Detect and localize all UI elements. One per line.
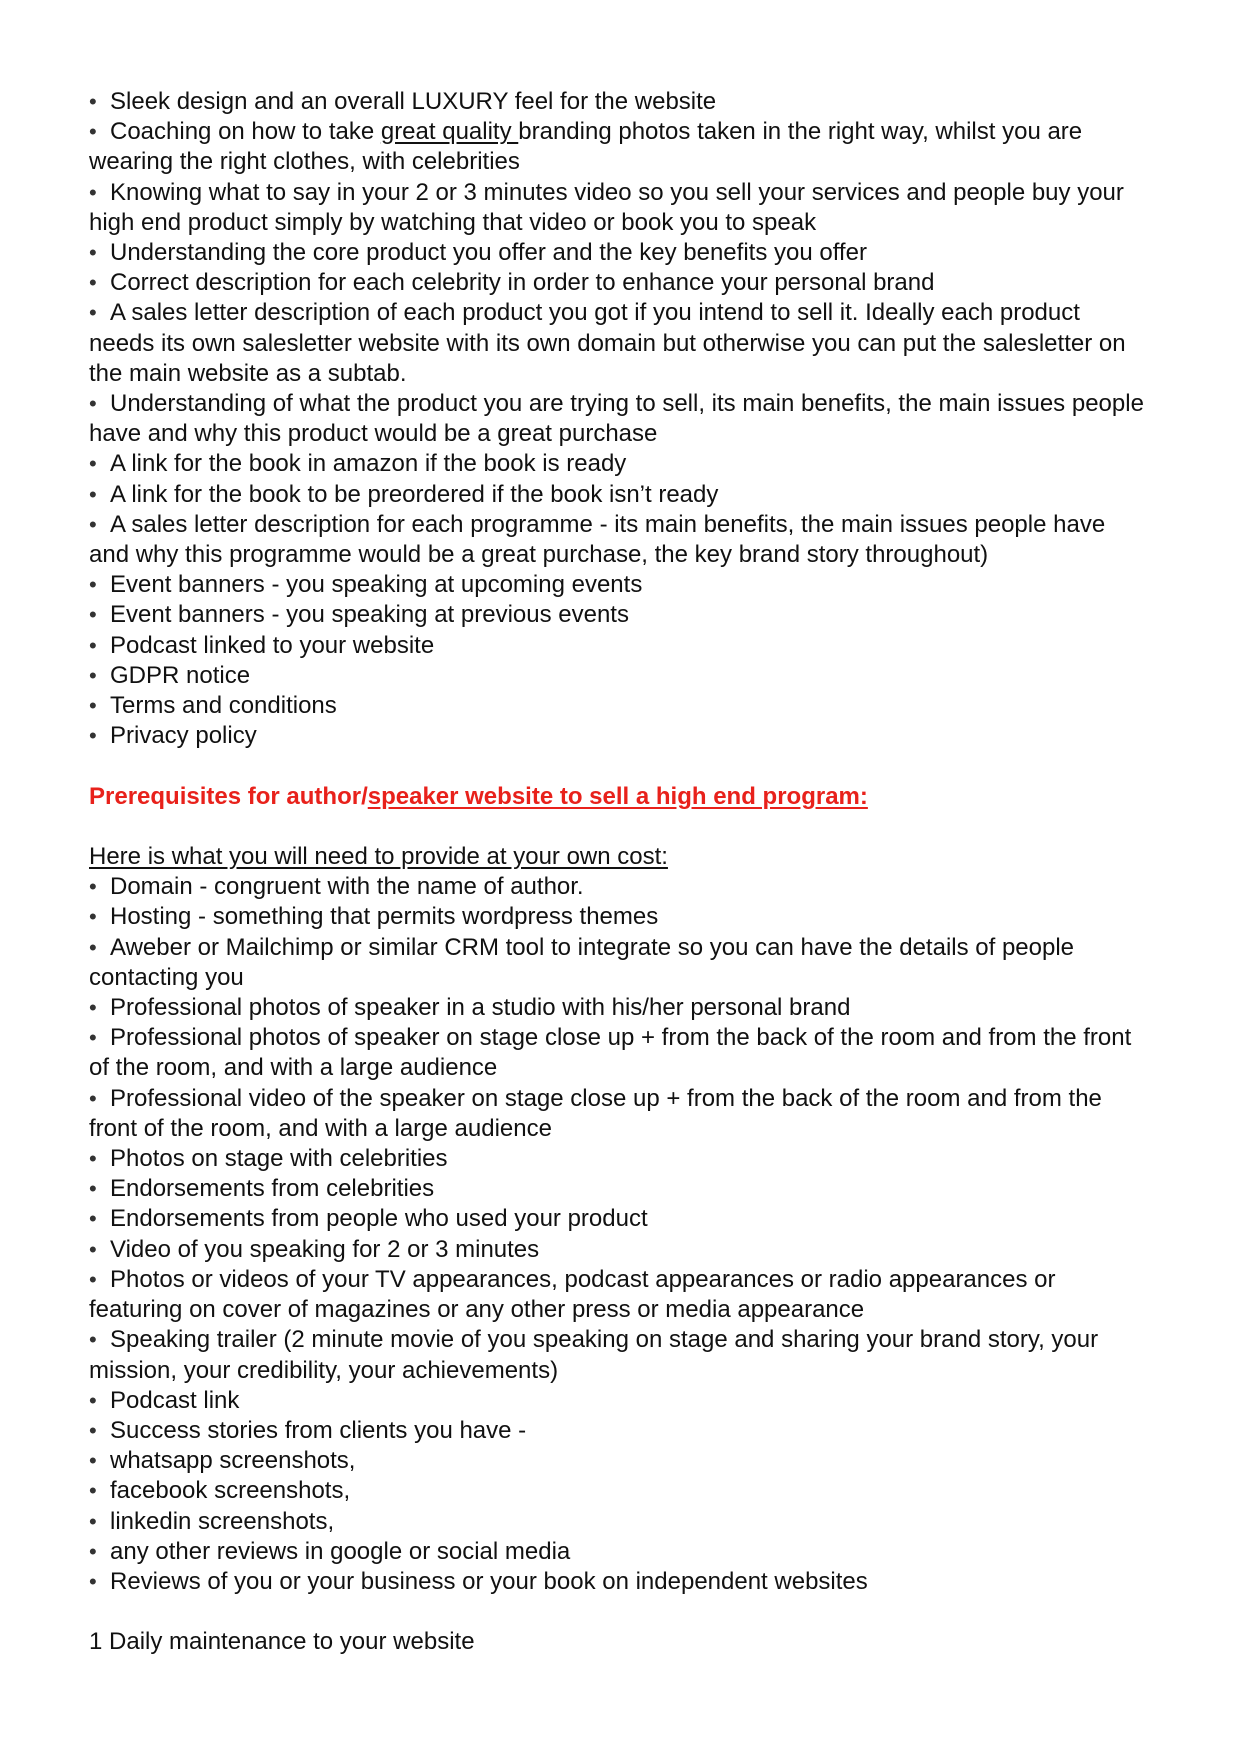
bullet-icon: • — [89, 1538, 97, 1564]
bullet-icon: • — [89, 179, 97, 205]
bullet-icon: • — [89, 1176, 97, 1202]
bullet-icon: • — [89, 602, 97, 628]
list-item: • A sales letter description of each product you got if you intend to sell it. Ideally each product needs its own salesletter website with its own domain but otherwise you can put the salesletter on the main website as a subtab. — [89, 299, 1126, 387]
bullet-icon: • — [89, 391, 97, 417]
bullet-icon: • — [89, 1206, 97, 1232]
list-item: • Knowing what to say in your 2 or 3 minutes video so you sell your services and people buy your high end product simply by watching that video or book you to speak — [89, 178, 1124, 236]
list-item: • Domain - congruent with the name of author. — [89, 872, 1149, 902]
list-item: • Understanding the core product you offer and the key benefits you offer — [89, 238, 1149, 268]
bullet-icon: • — [89, 1448, 97, 1474]
list-item: • whatsapp screenshots, — [89, 1446, 1149, 1476]
list-item: • Privacy policy — [89, 721, 1149, 751]
list-item: • Endorsements from people who used your product — [89, 1204, 1149, 1234]
bullet-icon: • — [89, 240, 97, 266]
list-item: • Photos or videos of your TV appearances, podcast appearances or radio appearances or featuring on cover of magazines or any other press or media appearance — [89, 1265, 1056, 1324]
list-item: • Endorsements from celebrities — [89, 1174, 1149, 1204]
bullet-icon: • — [89, 481, 97, 507]
list-item: • A sales letter description for each programme - its main benefits, the main issues people have and why this programme would be a great purchase, the key brand story throughout) — [89, 510, 1106, 569]
list-item: • A link for the book in amazon if the book is ready — [89, 449, 1149, 479]
bullet-icon: • — [89, 662, 97, 688]
bullet-icon: • — [89, 1085, 97, 1111]
list-item: • Professional photos of speaker in a studio with his/her personal brand — [89, 993, 1149, 1023]
list-item: • Event banners - you speaking at previous events — [89, 600, 1149, 630]
bullet-icon: • — [89, 119, 97, 145]
list-item: • Speaking trailer (2 minute movie of you speaking on stage and sharing your brand story, your mission, your credibility, your achievements) — [89, 1326, 1099, 1384]
bullet-icon: • — [89, 270, 97, 296]
requirements-list — [89, 872, 1149, 1597]
list-item: • Event banners - you speaking at upcoming events — [89, 570, 1149, 600]
bullet-icon: • — [89, 1146, 97, 1172]
bullet-icon: • — [89, 995, 97, 1021]
bullet-icon: • — [89, 1508, 97, 1534]
subheading: Here is what you will need to provide at your own cost: — [89, 843, 668, 871]
bullet-icon: • — [89, 451, 97, 477]
list-item: • Terms and conditions — [89, 691, 1149, 721]
underlined-phrase: great quality — [380, 118, 519, 146]
list-item: • A link for the book to be preordered if the book isn’t ready — [89, 480, 1149, 510]
list-item: • Podcast linked to your website — [89, 631, 1149, 661]
bullet-icon: • — [89, 1478, 97, 1504]
document-page — [89, 87, 1149, 1658]
list-item: • Success stories from clients you have - — [89, 1416, 1149, 1446]
spacer — [89, 751, 1149, 781]
list-item: • facebook screenshots, — [89, 1476, 1149, 1506]
bullet-icon: • — [89, 1327, 97, 1353]
list-item: • Podcast link — [89, 1386, 1149, 1416]
list-item: • linkedin screenshots, — [89, 1507, 1149, 1537]
footer-line: 1 Daily maintenance to your website — [89, 1628, 475, 1656]
spacer — [89, 1597, 1149, 1627]
services-list — [89, 87, 1149, 751]
list-item: • Coaching on how to take great quality branding photos taken in the right way, whilst you are wearing the right clothes, with celebrities — [89, 118, 1083, 176]
bullet-icon: • — [89, 934, 97, 960]
list-item: • Aweber or Mailchimp or similar CRM tool to integrate so you can have the details of people contacting you — [89, 933, 1075, 991]
list-item: • GDPR notice — [89, 661, 1149, 691]
list-item: • Correct description for each celebrity in order to enhance your personal brand — [89, 268, 1149, 298]
list-item: • any other reviews in google or social media — [89, 1537, 1149, 1567]
bullet-icon: • — [89, 300, 97, 326]
bullet-icon: • — [89, 1236, 97, 1262]
bullet-icon: • — [89, 1266, 97, 1292]
bullet-icon: • — [89, 904, 97, 930]
bullet-icon: • — [89, 1568, 97, 1594]
section-heading: Prerequisites for author/speaker website to sell a high end program: — [89, 782, 868, 810]
list-item: • Professional video of the speaker on stage close up + from the back of the room and from the front of the room, and with a large audience — [89, 1084, 1102, 1142]
bullet-icon: • — [89, 632, 97, 658]
bullet-icon: • — [89, 89, 97, 114]
list-item: • Video of you speaking for 2 or 3 minutes — [89, 1235, 1149, 1265]
list-item: • Photos on stage with celebrities — [89, 1144, 1149, 1174]
list-item: • Hosting - something that permits wordpress themes — [89, 902, 1149, 932]
bullet-icon: • — [89, 693, 97, 719]
list-item: • Understanding of what the product you are trying to sell, its main benefits, the main issues people have and why this product would be a great purchase — [89, 390, 1144, 448]
bullet-icon: • — [89, 723, 97, 749]
bullet-icon: • — [89, 1387, 97, 1413]
bullet-icon: • — [89, 1417, 97, 1443]
bullet-icon: • — [89, 511, 97, 537]
bullet-icon: • — [89, 874, 97, 900]
list-item: • Reviews of you or your business or your book on independent websites — [89, 1567, 1149, 1597]
bullet-icon: • — [89, 1025, 97, 1051]
list-item: • Sleek design and an overall LUXURY feel for the website — [89, 87, 1149, 117]
list-item: • Professional photos of speaker on stage close up + from the back of the room and from the front of the room, and with a large audience — [89, 1024, 1132, 1082]
bullet-icon: • — [89, 572, 97, 598]
spacer — [89, 812, 1149, 842]
